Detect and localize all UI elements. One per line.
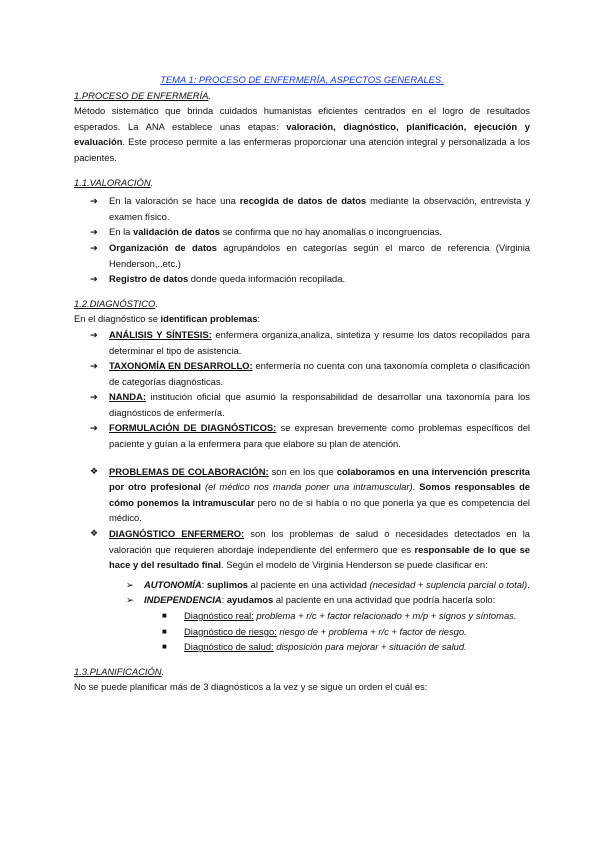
arrowhead-bullet-icon: ➢ — [126, 578, 134, 590]
diamond-bullet-icon: ❖ — [90, 528, 99, 539]
paragraph-planificacion: No se puede planificar más de 3 diagnósticos a la vez y se sigue un orden el cuál es: — [74, 681, 428, 693]
list-item: ➔ Organización de datos agrupándolos en categorías según el marco de referencia (Virginia Henderson,..etc.) — [90, 241, 530, 269]
list-item-independencia: ➢ INDEPENDENCIA: ayudamos al paciente en una actividad que podría hacerla solo: — [74, 592, 530, 608]
list-item: ➔ TAXONOMÍA EN DESARROLLO: enfermería no cuenta con una taxonomía completa o clasificación de categorías diagnósticas. — [90, 360, 530, 387]
list-item: ➔ FORMULACIÓN DE DIAGNÓSTICOS: se expresan brevemente como problemas específicos del paciente y guían a la enfermera para que elabore su plan de atención. — [90, 422, 530, 450]
diamond-bullet-icon: ❖ — [90, 465, 99, 476]
arrow-bullet-icon: ➔ — [90, 241, 98, 253]
paragraph-diagnostico-intro: En el diagnóstico se identifican problemas: — [74, 313, 261, 325]
square-bullet-icon: ■ — [162, 626, 167, 636]
list-item-colaboracion: ❖ PROBLEMAS DE COLABORACIÓN: son en los que colaboramos en una intervención prescrita por otro profesional (el médico nos manda poner una intramuscular). Somos responsables de cómo ponemos la intramuscular pero no de si había o no que ponerla ya que es competencia del médico. — [90, 465, 531, 524]
list-item: ➔ En la valoración se hace una recogida de datos de datos mediante la observación, entrevista y examen físico. — [90, 195, 531, 222]
arrow-bullet-icon: ➔ — [90, 195, 98, 207]
arrow-bullet-icon: ➔ — [90, 328, 98, 340]
list-item-diagnostico-real: ■ Diagnóstico real: problema + r/c + factor relacionado + m/p + signos y síntomas. — [74, 608, 530, 624]
list-item: ➔ NANDA: institución oficial que asumió la responsabilidad de desarrollar una taxonomía para los diagnósticos de enfermería. — [90, 391, 530, 418]
arrow-bullet-icon: ➔ — [90, 422, 98, 434]
arrowhead-bullet-icon: ➢ — [126, 594, 134, 606]
list-item-autonomia: ➢ AUTONOMÍA: suplimos al paciente en una actividad (necesidad + suplencia parcial o total). — [74, 577, 530, 593]
square-bullet-icon: ■ — [162, 642, 167, 652]
arrow-bullet-icon: ➔ — [90, 360, 98, 372]
paragraph-proceso: Método sistemático que brinda cuidados humanistas eficientes centrados en el logro de resultados esperados. La ANA establece unas etapas: valoración, diagnóstico, planificación, ejecución y evaluación. Este proceso permite a las enfermeras proporcionar una atención integral y personalizada a los pacientes. — [74, 105, 530, 163]
section-heading-planificacion: 1.3.PLANIFICACIÓN. — [74, 665, 165, 677]
square-bullet-icon: ■ — [162, 611, 167, 620]
list-item-diagnostico-riesgo: ■ Diagnóstico de riesgo: riesgo de + problema + r/c + factor de riesgo. — [74, 624, 530, 640]
section-heading-diagnostico: 1.2.DIAGNÓSTICO. — [74, 297, 158, 309]
document-title: TEMA 1: PROCESO DE ENFERMERÍA, ASPECTOS GENERALES. — [160, 74, 444, 85]
arrow-bullet-icon: ➔ — [90, 226, 98, 238]
arrow-bullet-icon: ➔ — [90, 391, 98, 403]
section-heading-valoracion: 1.1.VALORACIÓN. — [74, 176, 154, 188]
list-item: ➔ En la validación de datos se confirma que no hay anomalías o incongruencias. — [74, 224, 530, 240]
document-body — [74, 72, 530, 695]
list-item: ➔ Registro de datos donde queda información recopilada. — [74, 271, 530, 287]
section-heading-proceso: 1.PROCESO DE ENFERMERÍA. — [74, 89, 212, 101]
list-item: ➔ ANÁLISIS Y SÍNTESIS: enfermera organiza,analiza, sintetiza y resume los datos recopilados para determinar el tipo de asistencia. — [90, 328, 530, 356]
arrow-bullet-icon: ➔ — [90, 273, 98, 285]
list-item-diagnostico-salud: ■ Diagnóstico de salud: disposición para mejorar + situación de salud. — [74, 639, 530, 655]
list-item-diagnostico-enfermero: ❖ DIAGNÓSTICO ENFERMERO: son los problemas de salud o necesidades detectados en la valoración que requieren abordaje independiente del enfermero que es responsable de lo que se hace y del resultado final. Según el modelo de Virginia Henderson se puede clasificar en: — [90, 528, 530, 571]
